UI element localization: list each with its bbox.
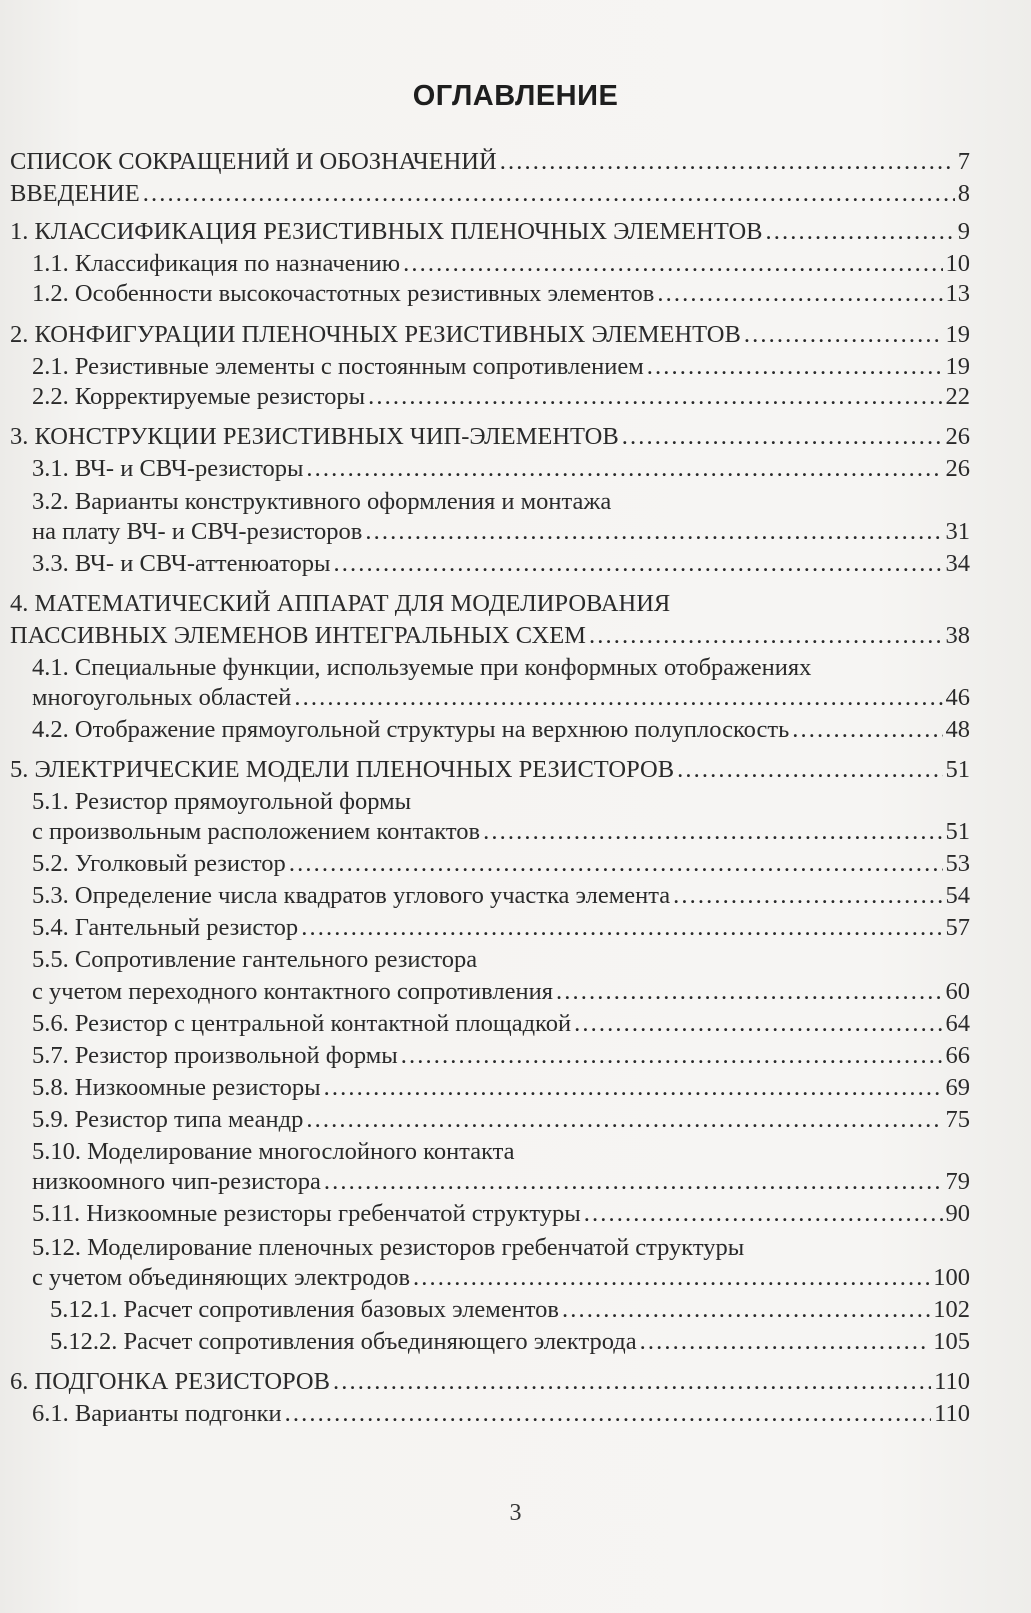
toc-entry-label: 5.11. Низкоомные резисторы гребенчатой структуры (32, 1200, 581, 1227)
toc-entry[interactable] (10, 1262, 970, 1294)
toc-entry[interactable] (10, 548, 970, 580)
toc-entry-label: 5.8. Низкоомные резисторы (32, 1074, 321, 1101)
toc-entry[interactable] (10, 1398, 970, 1430)
toc-entry-label: с произвольным расположением контактов (32, 818, 481, 845)
toc-entry[interactable] (10, 1008, 970, 1040)
toc-dot-leader (657, 278, 942, 310)
toc-entry-label: 5.12. Моделирование пленочных резисторов гребенчатой структуры (32, 1234, 745, 1261)
toc-entry[interactable] (10, 1326, 970, 1358)
toc-entry[interactable] (10, 1232, 970, 1264)
toc-entry[interactable] (10, 912, 970, 944)
toc-entry-page: 10 (945, 250, 970, 277)
toc-entry-page: 64 (945, 1010, 970, 1037)
toc-dot-leader (401, 1040, 943, 1072)
toc-dot-leader (574, 1008, 942, 1040)
toc-entry[interactable] (10, 848, 970, 880)
toc-dot-leader (483, 816, 942, 848)
toc-entry-label: 4.1. Специальные функции, используемые при конформных отображениях (32, 654, 812, 681)
toc-entry-page: 38 (945, 622, 970, 649)
toc-entry-page: 9 (957, 218, 970, 245)
toc-entry[interactable] (10, 652, 970, 684)
toc-entry-label: 6. ПОДГОНКА РЕЗИСТОРОВ (10, 1368, 330, 1395)
toc-entry[interactable] (10, 319, 970, 351)
toc-entry-page: 75 (945, 1106, 970, 1133)
toc-entry-label: 2. КОНФИГУРАЦИИ ПЛЕНОЧНЫХ РЕЗИСТИВНЫХ ЭЛЕМЕНТОВ (10, 321, 741, 348)
toc-entry-label: 2.1. Резистивные элементы с постоянным сопротивлением (32, 353, 644, 380)
toc-entry-label: 3.3. ВЧ- и СВЧ-аттенюаторы (32, 550, 331, 577)
toc-entry-page: 57 (945, 914, 970, 941)
toc-dot-leader (143, 178, 955, 210)
toc-dot-leader (324, 1166, 943, 1198)
toc-entry-page: 13 (945, 280, 970, 307)
toc-entry-label: 1. КЛАССИФИКАЦИЯ РЕЗИСТИВНЫХ ПЛЕНОЧНЫХ ЭЛЕМЕНТОВ (10, 218, 763, 245)
toc-entry-label: с учетом переходного контактного сопротивления (32, 978, 553, 1005)
toc-dot-leader (766, 216, 955, 248)
toc-entry-label: на плату ВЧ- и СВЧ-резисторов (32, 518, 363, 545)
toc-entry-label: 5. ЭЛЕКТРИЧЕСКИЕ МОДЕЛИ ПЛЕНОЧНЫХ РЕЗИСТОРОВ (10, 756, 675, 783)
toc-dot-leader (744, 319, 943, 351)
toc-entry-label: с учетом объединяющих электродов (32, 1264, 411, 1291)
page-number: 3 (509, 1500, 522, 1526)
toc-entry-page: 19 (945, 353, 970, 380)
toc-entry[interactable] (10, 1198, 970, 1230)
toc-entry-page: 8 (957, 180, 970, 207)
toc-entry[interactable] (10, 146, 970, 178)
toc-entry-page: 54 (945, 882, 970, 909)
toc-dot-leader (306, 453, 942, 485)
toc-dot-leader (368, 381, 942, 413)
toc-entry[interactable] (10, 453, 970, 485)
toc-entry-label: 1.1. Классификация по назначению (32, 250, 401, 277)
toc-entry[interactable] (10, 588, 970, 620)
toc-entry-page: 79 (945, 1168, 970, 1195)
toc-entry[interactable] (10, 786, 970, 818)
toc-entry[interactable] (10, 516, 970, 548)
toc-entry-page: 31 (945, 518, 970, 545)
toc-entry-label: ПАССИВНЫХ ЭЛЕМЕНОВ ИНТЕГРАЛЬНЫХ СХЕМ (10, 622, 586, 649)
toc-entry-page: 102 (933, 1296, 970, 1323)
toc-dot-leader (333, 1366, 931, 1398)
toc-dot-leader (584, 1198, 943, 1230)
toc-dot-leader (285, 1398, 931, 1430)
toc-entry-label: 5.12.2. Расчет сопротивления объединяющего электрода (50, 1328, 637, 1355)
toc-entry-label: 6.1. Варианты подгонки (32, 1400, 282, 1427)
toc-dot-leader (792, 714, 942, 746)
toc-entry[interactable] (10, 248, 970, 280)
toc-entry-page: 100 (933, 1264, 970, 1291)
toc-dot-leader (334, 548, 943, 580)
toc-entry-label: 5.9. Резистор типа меандр (32, 1106, 304, 1133)
toc-entry-label: 5.3. Определение числа квадратов углового участка элемента (32, 882, 671, 909)
toc-entry-page: 51 (945, 756, 970, 783)
toc-entry[interactable] (10, 381, 970, 413)
toc-dot-leader (294, 682, 942, 714)
toc-dot-leader (589, 620, 943, 652)
toc-entry[interactable] (10, 682, 970, 714)
toc-entry-page: 46 (945, 684, 970, 711)
toc-dot-leader (365, 516, 942, 548)
toc-entry[interactable] (10, 278, 970, 310)
toc-entry-page: 51 (945, 818, 970, 845)
toc-dot-leader (403, 248, 942, 280)
toc-entry-label: 3.1. ВЧ- и СВЧ-резисторы (32, 455, 304, 482)
toc-entry-page: 69 (945, 1074, 970, 1101)
toc-entry[interactable] (10, 421, 970, 453)
toc-entry-page: 26 (945, 455, 970, 482)
toc-entry[interactable] (10, 1136, 970, 1168)
toc-entry-page: 90 (945, 1200, 970, 1227)
toc-entry[interactable] (10, 1166, 970, 1198)
toc-entry-label: 1.2. Особенности высокочастотных резистивных элементов (32, 280, 655, 307)
toc-entry[interactable] (10, 178, 970, 210)
page-title: ОГЛАВЛЕНИЕ (412, 80, 619, 112)
toc-dot-leader (289, 848, 943, 880)
toc-dot-leader (562, 1294, 930, 1326)
toc-dot-leader (673, 880, 942, 912)
toc-entry-label: 4.2. Отображение прямоугольной структуры на верхнюю полуплоскость (32, 716, 790, 743)
toc-entry[interactable] (10, 714, 970, 746)
toc-entry-label: 5.4. Гантельный резистор (32, 914, 299, 941)
toc-entry[interactable] (10, 1104, 970, 1136)
toc-entry-label: 5.5. Сопротивление гантельного резистора (32, 946, 478, 973)
toc-entry[interactable] (10, 816, 970, 848)
toc-entry[interactable] (10, 351, 970, 383)
toc-entry-label: 3. КОНСТРУКЦИИ РЕЗИСТИВНЫХ ЧИП-ЭЛЕМЕНТОВ (10, 423, 619, 450)
toc-dot-leader (622, 421, 943, 453)
toc-entry[interactable] (10, 1366, 970, 1398)
toc-entry-page: 19 (945, 321, 970, 348)
toc-entry-label: 5.1. Резистор прямоугольной формы (32, 788, 412, 815)
toc-entry[interactable] (10, 976, 970, 1008)
toc-entry-label: 3.2. Варианты конструктивного оформления и монтажа (32, 488, 612, 515)
toc-entry-page: 48 (945, 716, 970, 743)
toc-entry-label: 5.6. Резистор с центральной контактной площадкой (32, 1010, 572, 1037)
toc-dot-leader (413, 1262, 930, 1294)
toc-dot-leader (324, 1072, 943, 1104)
toc-dot-leader (556, 976, 943, 1008)
toc-entry[interactable] (10, 1040, 970, 1072)
toc-entry-page: 105 (933, 1328, 970, 1355)
toc-entry[interactable] (10, 944, 970, 976)
toc-dot-leader (677, 754, 942, 786)
toc-dot-leader (301, 912, 942, 944)
toc-entry-page: 110 (934, 1400, 970, 1427)
toc-entry[interactable] (10, 1072, 970, 1104)
toc-dot-leader (500, 146, 955, 178)
toc-entry[interactable] (10, 880, 970, 912)
toc-entry-label: многоугольных областей (32, 684, 292, 711)
toc-entry[interactable] (10, 1294, 970, 1326)
toc-entry-page: 53 (945, 850, 970, 877)
toc-entry-label: 4. МАТЕМАТИЧЕСКИЙ АППАРАТ ДЛЯ МОДЕЛИРОВАНИЯ (10, 590, 671, 617)
toc-entry-label: СПИСОК СОКРАЩЕНИЙ И ОБОЗНАЧЕНИЙ (10, 148, 497, 175)
toc-entry-page: 22 (945, 383, 970, 410)
toc-entry-label: ВВЕДЕНИЕ (10, 180, 140, 207)
toc-entry[interactable] (10, 216, 970, 248)
toc-entry-page: 34 (945, 550, 970, 577)
toc-entry-label: 5.12.1. Расчет сопротивления базовых элементов (50, 1296, 559, 1323)
toc-dot-leader (647, 351, 943, 383)
toc-entry-label: низкоомного чип-резистора (32, 1168, 321, 1195)
toc-entry-page: 60 (945, 978, 970, 1005)
toc-entry-page: 7 (957, 148, 970, 175)
toc-entry-page: 110 (934, 1368, 970, 1395)
toc-entry[interactable] (10, 620, 970, 652)
toc-dot-leader (640, 1326, 931, 1358)
toc-entry-label: 2.2. Корректируемые резисторы (32, 383, 366, 410)
toc-entry-label: 5.10. Моделирование многослойного контакта (32, 1138, 515, 1165)
toc-dot-leader (306, 1104, 942, 1136)
toc-entry[interactable] (10, 754, 970, 786)
toc-entry-page: 66 (945, 1042, 970, 1069)
toc-entry-page: 26 (945, 423, 970, 450)
toc-entry-label: 5.2. Уголковый резистор (32, 850, 286, 877)
toc-entry[interactable] (10, 486, 970, 518)
toc-entry-label: 5.7. Резистор произвольной формы (32, 1042, 398, 1069)
